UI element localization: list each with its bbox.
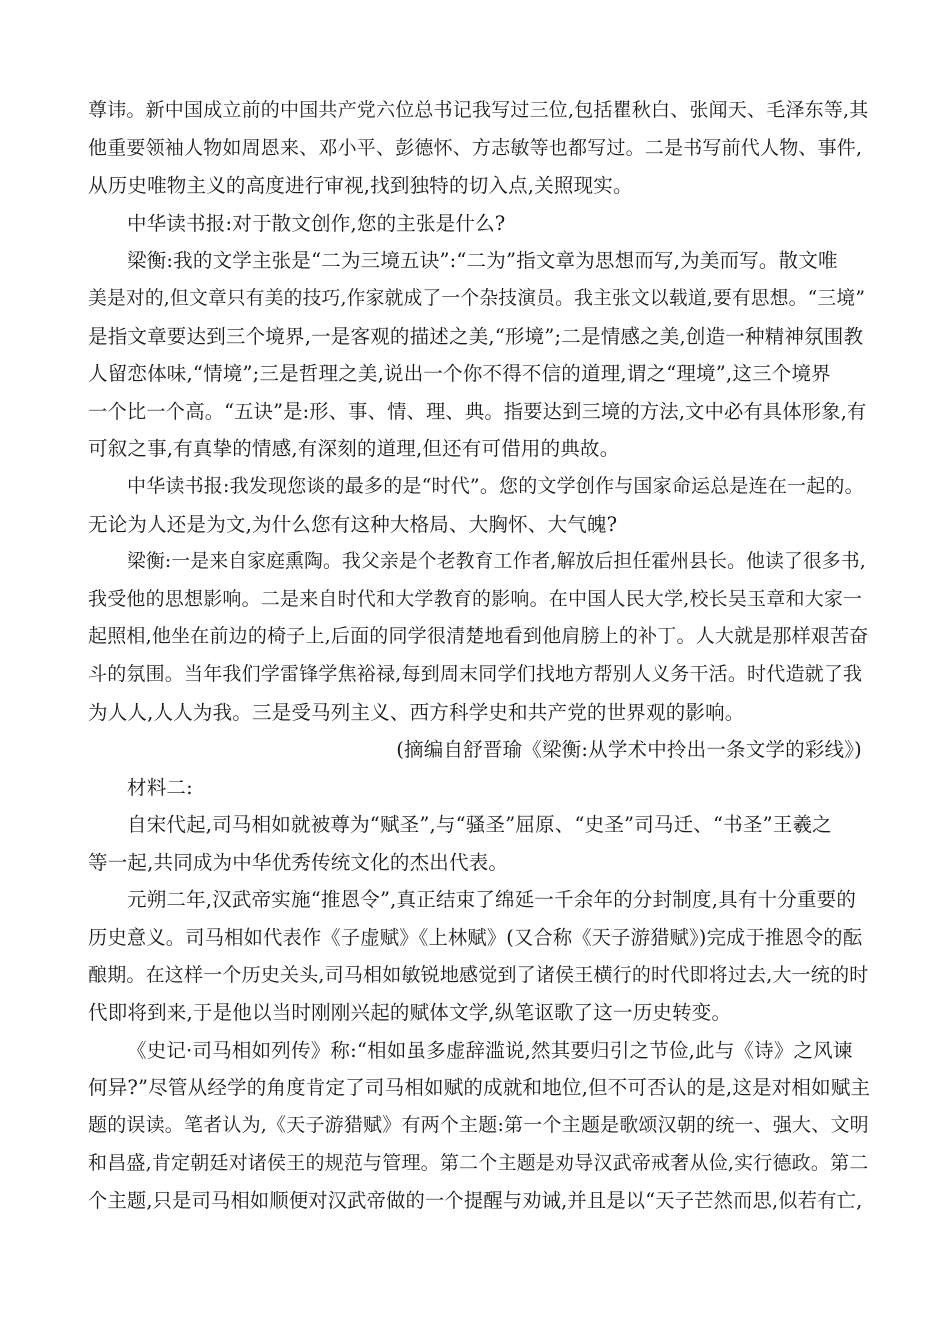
text-line: 一个比一个高。“五诀”是:形、事、情、理、典。指要达到三境的方法,文中必有具体形象,有 [88, 399, 867, 423]
text-line: 为人人,人人为我。三是受马列主义、西方科学史和共产党的世界观的影响。 [88, 700, 745, 724]
text-line: 和昌盛,肯定朝廷对诸侯王的规范与管理。第二个主题是劝导汉武帝戒奢从俭,实行德政。第二 [88, 1151, 869, 1174]
text-line: 梁衡:一是来自家庭熏陶。我父亲是个老教育工作者,解放后担任霍州县长。他读了很多书, [127, 551, 866, 573]
text-line: 是指文章要达到三个境界,一是客观的描述之美,“形境”;二是情感之美,创造一种精神氛围教 [88, 324, 864, 348]
text-line: 酿期。在这样一个历史关头,司马相如敏锐地感觉到了诸侯王横行的时代即将过去,大一统的时 [88, 963, 869, 986]
text-line: 中华读书报:我发现您谈的最多的是“时代”。您的文学创作与国家命运总是连在一起的。 [127, 474, 864, 497]
text-line: 我受他的思想影响。二是来自时代和大学教育的影响。在中国人民大学,校长吴玉章和大家一 [88, 587, 863, 610]
text-line: 斗的氛围。当年我们学雷锋学焦裕禄,每到周末同学们找地方帮别人义务干活。时代造就了我 [88, 662, 863, 685]
text-line: 可叙之事,有真挚的情感,有深刻的道理,但还有可借用的典故。 [88, 437, 620, 461]
text-line: 等一起,共同成为中华优秀传统文化的杰出代表。 [88, 850, 509, 874]
text-line: 无论为人还是为文,为什么您有这种大格局、大胸怀、大气魄? [88, 512, 618, 536]
text-line: 梁衡:我的文学主张是“二为三境五诀”:“二为”指文章为思想而写,为美而写。散文唯 [127, 249, 838, 273]
text-line: 自宋代起,司马相如就被尊为“赋圣”,与“骚圣”屈原、“史圣”司马迁、“书圣”王羲之 [127, 813, 832, 837]
text-line: 元朔二年,汉武帝实施“推恩令”,真正结束了绵延一千余年的分封制度,具有十分重要的 [127, 888, 857, 912]
text-line: 代即将到来,于是他以当时刚刚兴起的赋体文学,纵笔讴歌了这一历史转变。 [88, 1001, 732, 1025]
text-line: 中华读书报:对于散文创作,您的主张是什么? [127, 211, 506, 235]
text-line: 题的误读。笔者认为,《天子游猎赋》有两个主题:第一个主题是歌颂汉朝的统一、强大、文明 [88, 1114, 869, 1137]
text-line: 他重要领袖人物如周恩来、邓小平、彭德怀、方志敏等也都写过。二是书写前代人物、事件, [88, 136, 863, 159]
text-line: 人留恋体味,“情境”;三是哲理之美,说出一个你不得不信的道理,谓之“理境”,这三个境界 [88, 362, 831, 386]
text-line: 个主题,只是司马相如顺便对汉武帝做的一个提醒与劝诫,并且是以“天子芒然而思,似若有亡, [88, 1189, 863, 1213]
text-line: 尊讳。新中国成立前的中国共产党六位总书记我写过三位,包括瞿秋白、张闻天、毛泽东等,其 [88, 99, 869, 121]
source-citation: (摘编自舒晋瑜《梁衡:从学术中拎出一条文学的彩线》) [396, 738, 862, 762]
text-line: 美是对的,但文章只有美的技巧,作家就成了一个杂技演员。我主张文以载道,要有思想。“三境” [88, 287, 866, 309]
text-line: 从历史唯物主义的高度进行审视,找到独特的切入点,关照现实。 [88, 174, 633, 198]
text-line: 何异?”尽管从经学的角度肯定了司马相如赋的成就和地位,但不可否认的是,这是对相如赋主 [88, 1076, 871, 1100]
text-line: 材料二: [127, 775, 193, 799]
text-line: 历史意义。司马相如代表作《子虚赋》《上林赋》(又合称《天子游猎赋》)完成于推恩令的酝 [88, 926, 863, 950]
text-line: 起照相,他坐在前边的椅子上,后面的同学很清楚地看到他肩膀上的补丁。人大就是那样艰苦奋 [88, 625, 869, 648]
text-line: 《史记·司马相如列传》称:“相如虽多虚辞滥说,然其要归引之节俭,此与《诗》之风谏 [127, 1038, 853, 1062]
document-page [88, 92, 870, 1220]
